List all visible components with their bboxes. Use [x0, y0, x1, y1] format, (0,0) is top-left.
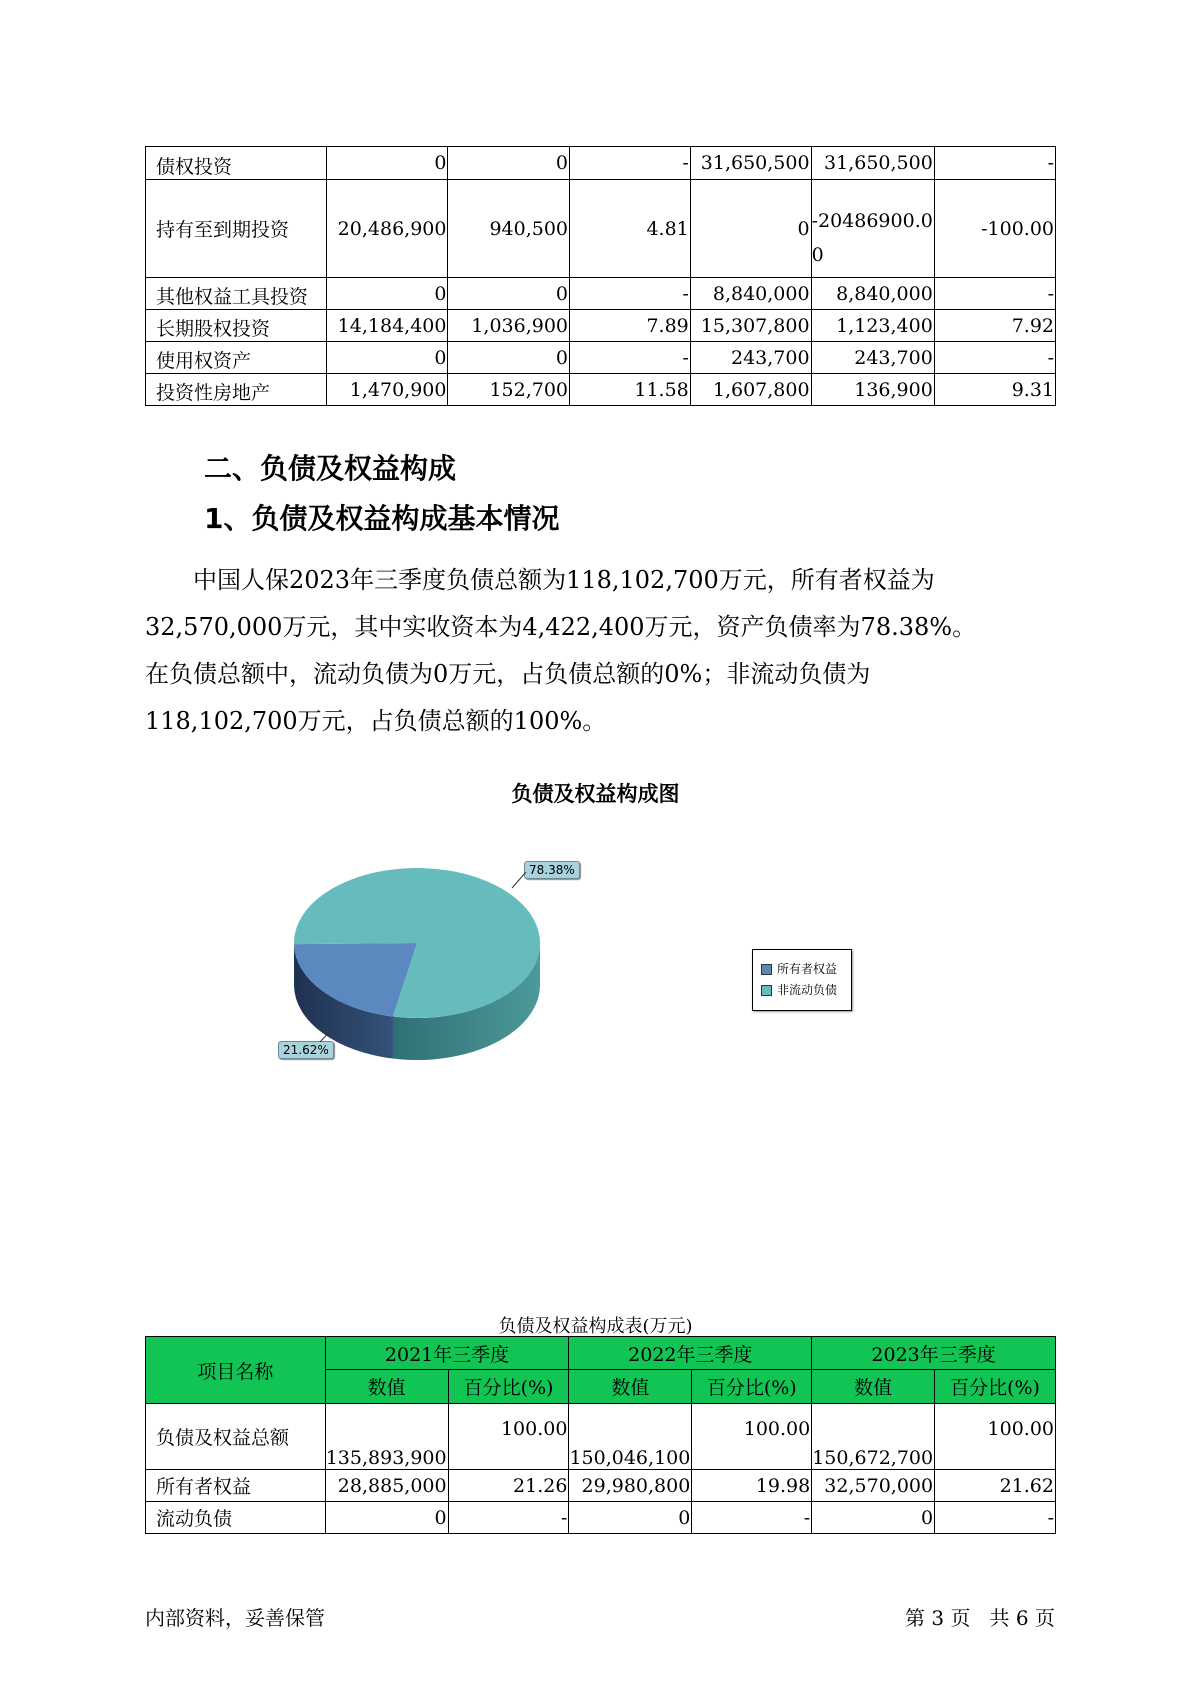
cell: 150,046,100	[569, 1404, 692, 1470]
cell: -	[570, 342, 691, 374]
cell: 28,885,000	[325, 1470, 448, 1502]
chart-legend	[752, 949, 852, 1011]
header-period: 2022年三季度	[569, 1337, 812, 1370]
header-pct: 百分比(%)	[935, 1370, 1056, 1404]
header-pct: 百分比(%)	[692, 1370, 812, 1404]
cell: 243,700	[811, 342, 934, 374]
cell: 100.00	[692, 1404, 812, 1470]
summary-paragraph	[145, 557, 1060, 745]
cell: 1,123,400	[811, 310, 934, 342]
cell: 243,700	[690, 342, 811, 374]
cell: 150,672,700	[812, 1404, 935, 1470]
cell: 15,307,800	[690, 310, 811, 342]
row-name: 流动负债	[146, 1502, 326, 1534]
table-row	[146, 1502, 1056, 1534]
cell: 14,184,400	[326, 310, 448, 342]
cell: -	[935, 1502, 1056, 1534]
cell: 152,700	[448, 374, 570, 406]
cell: 1,607,800	[690, 374, 811, 406]
cell: 21.26	[448, 1470, 569, 1502]
cell: 0	[326, 342, 448, 374]
cell: 9.31	[934, 374, 1055, 406]
cell: 8,840,000	[811, 278, 934, 310]
header-row	[146, 1337, 1056, 1370]
cell: 0	[448, 278, 570, 310]
cell: 0	[569, 1502, 692, 1534]
table-row	[146, 147, 1056, 180]
table-row	[146, 374, 1056, 406]
cell-line: -20486900.0	[811, 209, 933, 232]
footer-confidential: 内部资料，妥善保管	[145, 1606, 325, 1630]
leader-line-equity	[320, 1029, 332, 1042]
cell: -	[934, 342, 1055, 374]
cell: -	[570, 278, 691, 310]
cell: -	[448, 1502, 569, 1534]
cell: 1,470,900	[326, 374, 448, 406]
table-row	[146, 1470, 1056, 1502]
cell: 100.00	[448, 1404, 569, 1470]
row-name: 负债及权益总额	[146, 1404, 326, 1470]
cell: 11.58	[570, 374, 691, 406]
cell: 7.92	[934, 310, 1055, 342]
header-period: 2021年三季度	[325, 1337, 569, 1370]
cell: -	[692, 1502, 812, 1534]
paragraph-line	[145, 557, 1060, 604]
header-item: 项目名称	[146, 1337, 326, 1404]
legend-swatch	[761, 985, 772, 996]
cell: 20,486,900	[326, 180, 448, 278]
cell: 7.89	[570, 310, 691, 342]
legend-item	[761, 982, 837, 998]
row-name: 持有至到期投资	[146, 180, 327, 278]
leader-line-liabilities	[512, 872, 526, 888]
cell: 21.62	[935, 1470, 1056, 1502]
footer-page-number: 第 3 页 共 6 页	[905, 1606, 1055, 1630]
section-subheading: 1、负债及权益构成基本情况	[204, 502, 560, 535]
header-value: 数值	[569, 1370, 692, 1404]
table-caption: 负债及权益构成表(万元)	[498, 1316, 693, 1337]
cell: 1,036,900	[448, 310, 570, 342]
cell: 136,900	[811, 374, 934, 406]
table-row	[146, 310, 1056, 342]
cell: 0	[812, 1502, 935, 1534]
legend-swatch	[761, 964, 772, 975]
header-period: 2023年三季度	[812, 1337, 1056, 1370]
row-name: 使用权资产	[146, 342, 327, 374]
cell	[811, 180, 934, 278]
header-value: 数值	[325, 1370, 448, 1404]
row-name: 投资性房地产	[146, 374, 327, 406]
cell: -	[570, 147, 691, 180]
pie-label-liabilities: 78.38%	[524, 861, 580, 879]
cell: 31,650,500	[811, 147, 934, 180]
pie-label-leaders	[270, 855, 570, 1055]
cell: 8,840,000	[690, 278, 811, 310]
cell: 32,570,000	[812, 1470, 935, 1502]
paragraph-text: 中国人保2023年三季度负债总额为118,102,700万元，所有者权益为	[193, 566, 935, 594]
cell: -	[934, 147, 1055, 180]
cell-line: 0	[811, 243, 824, 266]
cell: 0	[448, 342, 570, 374]
cell: -100.00	[934, 180, 1055, 278]
table-row	[146, 1404, 1056, 1470]
table-row	[146, 180, 1056, 278]
row-name: 其他权益工具投资	[146, 278, 327, 310]
cell: 0	[325, 1502, 448, 1534]
cell: 100.00	[935, 1404, 1056, 1470]
cell: 29,980,800	[569, 1470, 692, 1502]
legend-item	[761, 961, 837, 977]
chart-title: 负债及权益构成图	[511, 782, 680, 806]
header-value: 数值	[812, 1370, 935, 1404]
cell: 0	[448, 147, 570, 180]
row-name: 债权投资	[146, 147, 327, 180]
cell: 0	[326, 147, 448, 180]
table-row	[146, 278, 1056, 310]
paragraph-line: 118,102,700万元，占负债总额的100%。	[145, 707, 607, 735]
section-heading: 二、负债及权益构成	[204, 452, 457, 485]
cell: 4.81	[570, 180, 691, 278]
legend-label: 所有者权益	[777, 962, 838, 976]
cell: 19.98	[692, 1470, 812, 1502]
cell: 940,500	[448, 180, 570, 278]
pie-label-equity: 21.62%	[278, 1041, 334, 1059]
investment-table	[145, 146, 1056, 406]
liability-equity-table	[145, 1336, 1056, 1534]
legend-label: 非流动负债	[777, 983, 838, 997]
row-name: 长期股权投资	[146, 310, 327, 342]
cell: 31,650,500	[690, 147, 811, 180]
row-name: 所有者权益	[146, 1470, 326, 1502]
cell: 0	[690, 180, 811, 278]
table-row	[146, 342, 1056, 374]
cell: 0	[326, 278, 448, 310]
paragraph-line: 在负债总额中，流动负债为0万元，占负债总额的0%；非流动负债为	[145, 660, 871, 688]
cell: -	[934, 278, 1055, 310]
paragraph-line: 32,570,000万元，其中实收资本为4,422,400万元，资产负债率为78.38%。	[145, 613, 977, 641]
cell: 135,893,900	[325, 1404, 448, 1470]
header-pct: 百分比(%)	[448, 1370, 569, 1404]
